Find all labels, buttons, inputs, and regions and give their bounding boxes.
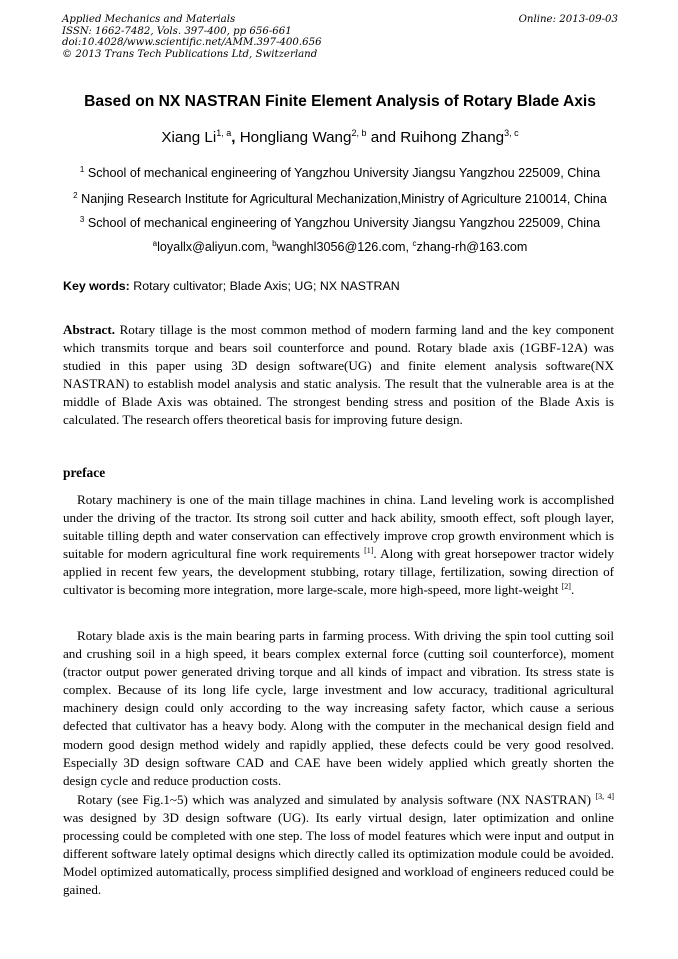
- abstract: [63, 321, 614, 430]
- journal-name: Applied Mechanics and Materials: [62, 14, 236, 25]
- paragraph-1: [63, 491, 614, 600]
- affiliation-text: Nanjing Research Institute for Agricultural Mechanization,Ministry of Agriculture 210014, China: [81, 192, 607, 206]
- affiliation-2: [30, 192, 650, 206]
- paragraph-text: Rotary blade axis is the main bearing parts in farming process. With driving the spin tool cutting soil and crushing soil in a high speed, it bears complex external force (cutting soil counterforce), moment (tractor output power generated driving torque and all kinds of impact and vibration. Its stress state is complex. Because of its long life cycle, large investment and low accuracy, traditional agricultural machinery design could only according to the way increasing safety factor, which cause a serious defected that cultivator has a heavy body. Along with the computer in the mechanical design field and modern good design method widely and rapidly applied, these defects could be very good resolved. Especially 3D design software CAD and CAE have been widely applied which greatly shorten the design cycle and reduce production costs.: [63, 628, 614, 788]
- abstract-text: Rotary tillage is the most common method of modern farming land and the key component which transmits torque and bears soil counterforce and pound. Rotary blade axis (1GBF-12A) was studied in this paper using 3D design software(UG) and finite element analysis software(NX NASTRAN) to establish model analysis and static analysis. The result that the vulnerable area is at the middle of Blade Axis was obtained. The strongest bending stress and position of the Blade Axis is calculated. The research offers theoretical basis for improving future design.: [63, 322, 614, 428]
- citation-ref[interactable]: [1]: [364, 546, 374, 556]
- author-affiliation-mark: 1, a: [216, 128, 232, 138]
- author-separator: ,: [231, 129, 240, 146]
- paragraph-text: .: [570, 582, 575, 598]
- paragraph-3: [63, 791, 614, 900]
- online-date: Online: 2013-09-03: [518, 14, 618, 25]
- email-link[interactable]: loyallx@aliyun.com,: [157, 240, 273, 254]
- paragraph-text: Rotary machinery is one of the main tillage machines in china. Land leveling work is accomplished under the driving of the tractor. Its strong soil cutter and hack ability, smooth effect, soft plough layer, suitable tilling depth and water conservation can effectively improve crop growth environment which is suitable for modern agricultural fine work requirements: [63, 492, 614, 562]
- journal-copyright: © 2013 Trans Tech Publications Ltd, Switzerland: [62, 48, 318, 60]
- author-separator: and: [366, 129, 401, 146]
- email-mark: c: [412, 239, 417, 248]
- email-list: [30, 240, 650, 254]
- journal-header: [62, 14, 618, 60]
- affiliation-number: 2: [73, 191, 78, 200]
- paragraph-text: . Along with great horsepower tractor widely applied in recent few years, the development stubbing, rotary tillage, fertilization, sowing direction of cultivator is becoming more integration, more large-scale, more high-speed, more light-weight: [63, 546, 615, 598]
- citation-ref[interactable]: [2]: [561, 582, 571, 592]
- author-affiliation-mark: 3, c: [504, 128, 519, 138]
- email-mark: b: [272, 239, 277, 248]
- affiliation-number: 3: [79, 215, 85, 224]
- email-link[interactable]: wanghl3056@126.com,: [276, 240, 413, 254]
- affiliation-number: 1: [79, 165, 85, 174]
- keywords-text: Rotary cultivator; Blade Axis; UG; NX NASTRAN: [129, 279, 400, 293]
- affiliation-1: [30, 166, 650, 180]
- paragraph-text: was designed by 3D design software (UG). Its early virtual design, later optimization and online processing could be completed with one step. The loss of model features which were input and output in different software lately optimal designs which directly called its optimization module could be avoided. Model optimized automatically, process simplified designed and workload of engineers reduced could be gained.: [63, 810, 614, 898]
- author-name: Xiang Li: [161, 129, 217, 146]
- affiliation-3: [30, 216, 650, 230]
- affiliation-text: School of mechanical engineering of Yangzhou University Jiangsu Yangzhou 225009, China: [87, 166, 601, 180]
- affiliation-text: School of mechanical engineering of Yangzhou University Jiangsu Yangzhou 225009, China: [87, 216, 601, 230]
- paragraph-2: [63, 627, 614, 790]
- section-heading: preface: [63, 465, 106, 480]
- citation-ref[interactable]: [3, 4]: [595, 792, 614, 801]
- paper-title: Based on NX NASTRAN Finite Element Analysis of Rotary Blade Axis: [84, 93, 596, 110]
- keywords: [63, 279, 619, 293]
- author-name: Ruihong Zhang: [400, 129, 505, 146]
- author-name: Hongliang Wang: [239, 129, 352, 146]
- journal-issn: ISSN: 1662-7482, Vols. 397-400, pp 656-661: [62, 25, 292, 37]
- author-affiliation-mark: 2, b: [351, 128, 367, 138]
- paragraph-text: Rotary (see Fig.1~5) which was analyzed and simulated by analysis software (NX NASTRAN): [77, 792, 596, 807]
- journal-doi[interactable]: doi:10.4028/www.scientific.net/AMM.397-400.656: [62, 37, 322, 49]
- email-mark: a: [152, 239, 158, 248]
- author-list: [30, 129, 650, 146]
- email-link[interactable]: zhang-rh@163.com: [416, 240, 528, 254]
- abstract-label: Abstract.: [63, 322, 115, 337]
- keywords-label: Key words:: [63, 279, 130, 293]
